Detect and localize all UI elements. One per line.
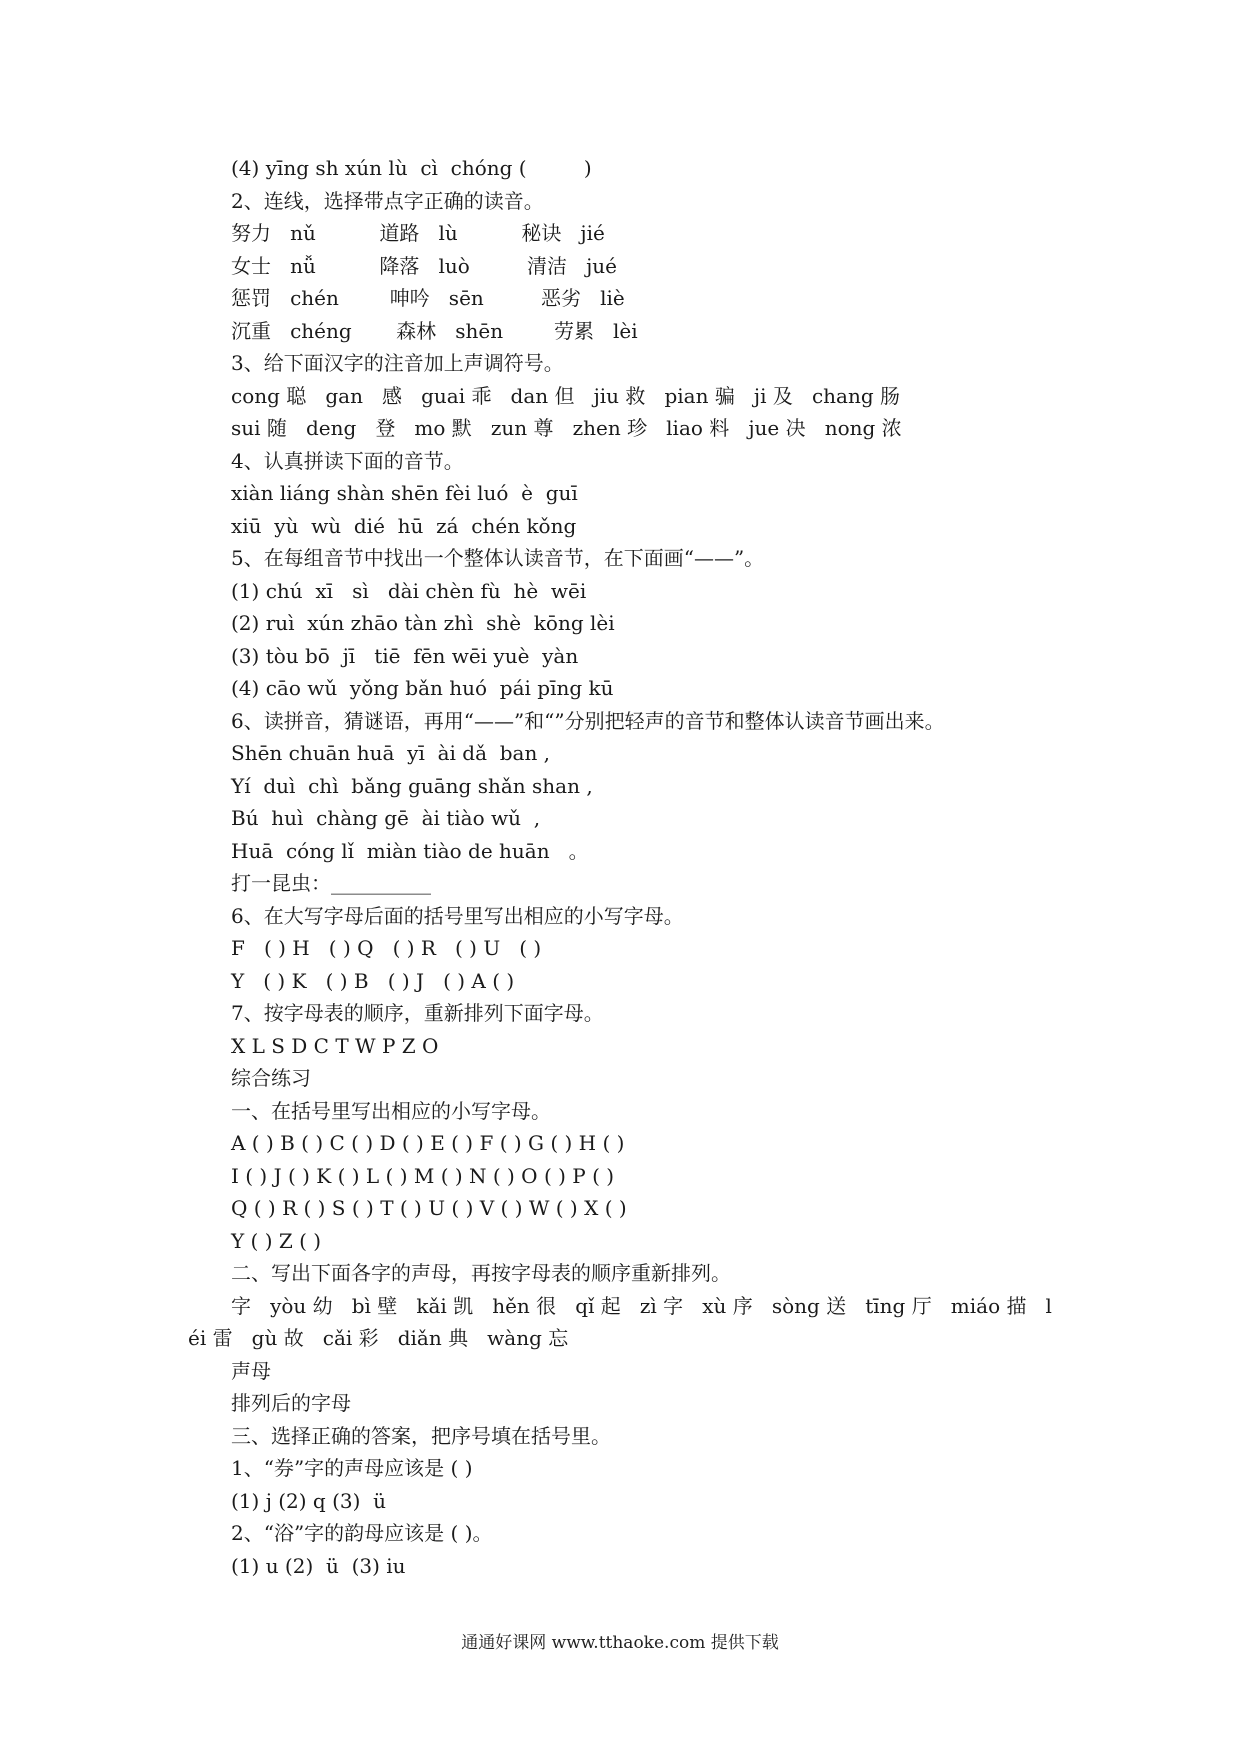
text-line: (4) yīng sh xún lù cì chóng ( ) <box>231 156 592 180</box>
text-line: 沉重 chéng 森林 shēn 劳累 lèi <box>231 319 638 343</box>
text-line: Q ( ) R ( ) S ( ) T ( ) U ( ) V ( ) W ( ) X ( ) <box>231 1196 627 1220</box>
text-line: Yí duì chì bǎng guāng shǎn shan , <box>231 774 593 798</box>
text-line: éi 雷 gù 故 cǎi 彩 diǎn 典 wàng 忘 <box>188 1326 569 1350</box>
text-line: 2、“浴”字的韵母应该是 ( )。 <box>231 1521 493 1545</box>
text-line: cong 聪 gan 感 guai 乖 dan 但 jiu 救 pian 骗 ji 及 chang 肠 <box>231 384 900 408</box>
text-line: 字 yòu 幼 bì 壁 kǎi 凯 hěn 很 qǐ 起 zì 字 xù 序 sòng 送 tīng 厅 miáo 描 l <box>231 1294 1052 1318</box>
question-heading: 6、在大写字母后面的括号里写出相应的小写字母。 <box>231 904 684 928</box>
text-line: A ( ) B ( ) C ( ) D ( ) E ( ) F ( ) G ( ) H ( ) <box>231 1131 625 1155</box>
text-line: (3) tòu bō jī tiē fēn wēi yuè yàn <box>231 644 579 668</box>
text-line: 1、“券”字的声母应该是 ( ) <box>231 1456 473 1480</box>
text-line: Shēn chuān huā yī ài dǎ ban , <box>231 741 551 765</box>
question-heading: 5、在每组音节中找出一个整体认读音节，在下面画“——”。 <box>231 546 765 570</box>
text-line: Y ( ) K ( ) B ( ) J ( ) A ( ) <box>231 969 515 993</box>
question-heading: 7、按字母表的顺序，重新排列下面字母。 <box>231 1001 604 1025</box>
question-heading: 4、认真拼读下面的音节。 <box>231 449 464 473</box>
question-heading: 2、连线，选择带点字正确的读音。 <box>231 189 544 213</box>
text-line: (1) chú xī sì dài chèn fù hè wēi <box>231 579 587 603</box>
section-title: 综合练习 <box>231 1066 311 1090</box>
text-line: xiū yù wù dié hū zá chén kǒng <box>231 514 577 538</box>
text-line: (2) ruì xún zhāo tàn zhì shè kōng lèi <box>231 611 615 635</box>
text-line: Bú huì chàng gē ài tiào wǔ , <box>231 806 541 830</box>
question-heading: 3、给下面汉字的注音加上声调符号。 <box>231 351 564 375</box>
text-line: X L S D C T W P Z O <box>231 1034 439 1058</box>
question-heading: 一、在括号里写出相应的小写字母。 <box>231 1099 551 1123</box>
page-footer: 通通好课网 www.tthaoke.com 提供下载 <box>461 1633 779 1653</box>
text-line: Y ( ) Z ( ) <box>231 1229 322 1253</box>
question-heading: 三、选择正确的答案，把序号填在括号里。 <box>231 1424 611 1448</box>
text-line: 女士 nǚ 降落 luò 清洁 jué <box>231 254 618 278</box>
text-line: 声母 <box>231 1359 271 1383</box>
text-line: sui 随 deng 登 mo 默 zun 尊 zhen 珍 liao 料 jue 决 nong 浓 <box>231 416 902 440</box>
text-line: F ( ) H ( ) Q ( ) R ( ) U ( ) <box>231 936 542 960</box>
text-line: (4) cāo wǔ yǒng bǎn huó pái pīng kū <box>231 676 614 700</box>
text-line: (1) j (2) q (3) ü <box>231 1489 387 1513</box>
text-line: I ( ) J ( ) K ( ) L ( ) M ( ) N ( ) O ( ) P ( ) <box>231 1164 615 1188</box>
text-line: (1) u (2) ü (3) iu <box>231 1554 406 1578</box>
text-line: Huā cóng lǐ miàn tiào de huān 。 <box>231 839 589 863</box>
text-line: xiàn liáng shàn shēn fèi luó è guī <box>231 481 578 505</box>
question-heading: 二、写出下面各字的声母，再按字母表的顺序重新排列。 <box>231 1261 731 1285</box>
text-line: 惩罚 chén 呻吟 sēn 恶劣 liè <box>231 286 625 310</box>
text-line: 努力 nǔ 道路 lù 秘诀 jié <box>231 221 605 245</box>
text-line: 排列后的字母 <box>231 1391 351 1415</box>
text-line: 打一昆虫：__________ <box>231 871 431 895</box>
question-heading: 6、读拼音，猜谜语，再用“——”和“”分别把轻声的音节和整体认读音节画出来。 <box>231 709 945 733</box>
